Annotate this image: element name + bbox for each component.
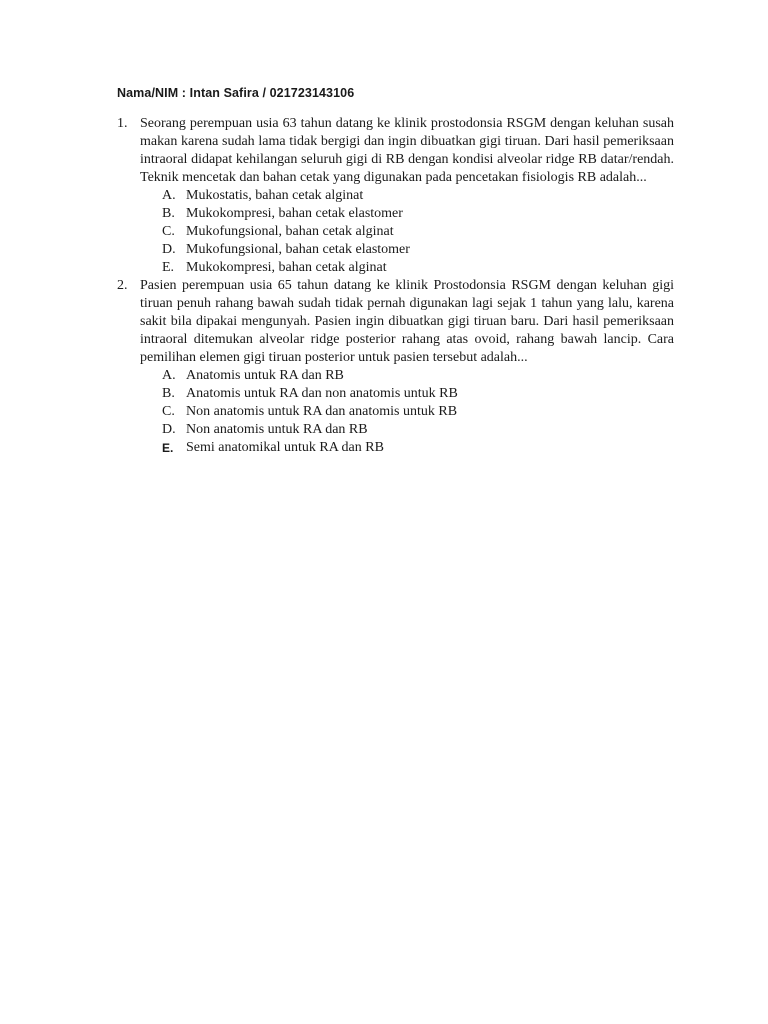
question-list <box>117 115 674 457</box>
question-2 <box>117 277 674 457</box>
option-letter: D. <box>162 242 176 257</box>
answer-option-b <box>140 205 674 223</box>
answer-option-d <box>140 241 674 259</box>
option-text: Mukokompresi, bahan cetak alginat <box>186 260 387 275</box>
answer-option-e <box>140 439 674 457</box>
option-text: Mukofungsional, bahan cetak alginat <box>186 224 394 239</box>
option-text: Mukostatis, bahan cetak alginat <box>186 188 364 203</box>
question-number: 1. <box>117 116 128 131</box>
option-letter: E. <box>162 441 174 455</box>
option-letter: A. <box>162 188 176 203</box>
option-text: Semi anatomikal untuk RA dan RB <box>186 440 384 455</box>
answer-option-c <box>140 223 674 241</box>
option-text: Mukofungsional, bahan cetak elastomer <box>186 242 410 257</box>
answer-option-d <box>140 421 674 439</box>
option-text: Anatomis untuk RA dan non anatomis untuk RB <box>186 386 458 401</box>
option-letter: B. <box>162 386 175 401</box>
question-body <box>140 115 674 277</box>
option-text: Anatomis untuk RA dan RB <box>186 368 344 383</box>
option-text: Non anatomis untuk RA dan anatomis untuk RB <box>186 404 458 419</box>
question-text: Pasien perempuan usia 65 tahun datang ke klinik Prostodonsia RSGM dengan keluhan gigi tiruan penuh rahang bawah sudah tidak pernah digunakan lagi sejak 1 tahun yang lalu, karena sakit bila dipakai mengunyah. Pasien ingin dibuatkan gigi tiruan baru. Dari hasil pemeriksaan intraoral ditemukan alveolar ridge posterior rahang atas ovoid, rahang bawah lancip. Cara pemilihan elemen gigi tiruan posterior untuk pasien tersebut adalah... <box>140 278 674 365</box>
answer-options <box>140 367 674 457</box>
option-letter: A. <box>162 368 176 383</box>
option-text: Non anatomis untuk RA dan RB <box>186 422 368 437</box>
answer-options <box>140 187 674 277</box>
answer-option-e <box>140 259 674 277</box>
student-name-nim: Nama/NIM : Intan Safira / 021723143106 <box>117 86 355 100</box>
answer-option-a <box>140 367 674 385</box>
answer-option-b <box>140 385 674 403</box>
option-letter: C. <box>162 404 175 419</box>
option-letter: E. <box>162 260 175 275</box>
answer-option-c <box>140 403 674 421</box>
question-text: Seorang perempuan usia 63 tahun datang ke klinik prostodonsia RSGM dengan keluhan susah makan karena sudah lama tidak bergigi dan ingin dibuatkan gigi tiruan. Dari hasil pemeriksaan intraoral didapat kehilangan seluruh gigi di RB dengan kondisi alveolar ridge RB datar/rendah. Teknik mencetak dan bahan cetak yang digunakan pada pencetakan fisiologis RB adalah... <box>140 116 674 185</box>
question-1 <box>117 115 674 277</box>
answer-option-a <box>140 187 674 205</box>
question-body <box>140 277 674 457</box>
option-letter: C. <box>162 224 175 239</box>
option-text: Mukokompresi, bahan cetak elastomer <box>186 206 403 221</box>
question-number: 2. <box>117 278 128 293</box>
option-letter: D. <box>162 422 176 437</box>
option-letter: B. <box>162 206 175 221</box>
